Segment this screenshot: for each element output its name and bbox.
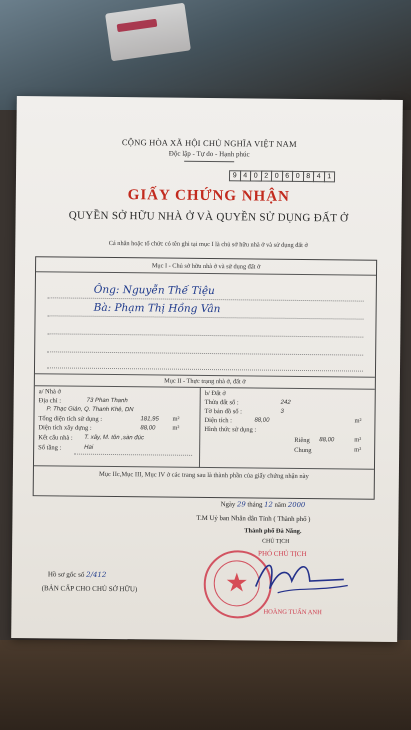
section2-title: Mục II - Thực trạng nhà ở, đất ở bbox=[164, 377, 246, 386]
serial-digit: 0 bbox=[292, 171, 304, 182]
role-stamp: PHÓ CHỦ TỊCH bbox=[258, 549, 307, 559]
house-structure-label: Kết cấu nhà : bbox=[38, 434, 73, 442]
date-month-prefix: tháng bbox=[247, 501, 263, 509]
signer-name: HOÀNG TUẤN ANH bbox=[263, 608, 322, 617]
serial-digit: 1 bbox=[323, 171, 335, 182]
serial-number bbox=[230, 170, 335, 182]
record-value: 2/412 bbox=[86, 570, 107, 579]
serial-digit: 9 bbox=[229, 170, 241, 181]
motto-underline bbox=[184, 161, 234, 163]
section-note-divider bbox=[34, 465, 374, 470]
background-table-top bbox=[0, 0, 411, 110]
house-total-area-unit: m² bbox=[172, 415, 180, 423]
issue-date bbox=[221, 500, 306, 509]
house-build-area-unit: m² bbox=[172, 424, 180, 432]
serial-digit: 2 bbox=[260, 171, 272, 182]
copy-note: (BẢN CẤP CHO CHỦ SỞ HỮU) bbox=[41, 584, 138, 594]
dotted-line bbox=[47, 333, 363, 337]
house-floors-label: Số tầng : bbox=[38, 444, 62, 452]
date-year-prefix: năm bbox=[274, 501, 287, 509]
land-parcel-label: Thửa đất số : bbox=[204, 398, 239, 407]
house-address-label: Địa chỉ : bbox=[38, 397, 62, 405]
record-number bbox=[48, 570, 107, 579]
date-day-prefix: Ngày bbox=[220, 501, 236, 509]
section1-divider bbox=[36, 271, 376, 276]
land-heading: b/ Đất ở bbox=[204, 389, 226, 398]
serial-digit: 8 bbox=[302, 171, 314, 182]
dotted-line bbox=[74, 454, 192, 456]
dotted-line bbox=[48, 315, 364, 319]
land-shared-unit: m² bbox=[354, 446, 362, 454]
dotted-line bbox=[47, 367, 363, 371]
date-month: 12 bbox=[264, 500, 273, 509]
star-icon: ★ bbox=[224, 568, 249, 598]
house-build-area-label: Diện tích xây dựng : bbox=[38, 424, 92, 432]
date-day: 29 bbox=[236, 500, 246, 509]
house-total-area-value: 181,95 bbox=[140, 416, 159, 423]
serial-digit: 6 bbox=[281, 171, 293, 182]
land-parcel-value: 242 bbox=[280, 399, 291, 406]
land-area-value: 88,00 bbox=[254, 417, 270, 424]
date-year: 2000 bbox=[287, 500, 306, 510]
house-structure-value: T. xây, M. tôn ,sàn đúc bbox=[84, 434, 145, 442]
owner-name-2: Bà: Phạm Thị Hồng Vân bbox=[93, 301, 221, 316]
land-shared-label: Chung bbox=[294, 446, 312, 455]
house-build-area-value: 88,00 bbox=[140, 425, 156, 432]
main-table bbox=[33, 256, 377, 500]
land-map-value: 3 bbox=[280, 408, 284, 415]
land-private-unit: m² bbox=[354, 436, 362, 444]
section-note: Mục IIc,Mục III, Mục IV ở các trang sau là thành phần của giấy chứng nhận này bbox=[98, 470, 309, 481]
background-table-bottom bbox=[0, 640, 411, 730]
house-address-value: 73 Phan Thanh bbox=[86, 397, 128, 405]
certificate-paper bbox=[11, 96, 403, 642]
serial-digit: 0 bbox=[250, 170, 262, 181]
land-form-label: Hình thức sử dụng : bbox=[204, 425, 257, 434]
house-total-area-label: Tổng diện tích sử dụng : bbox=[38, 415, 103, 423]
serial-digit: 4 bbox=[313, 171, 325, 182]
motto: Độc lập - Tự do - Hạnh phúc bbox=[168, 149, 250, 159]
intro-text: Cá nhân hoặc tổ chức có tên ghi tại mục I là chủ sở hữu nhà ở và sử dụng đất ở bbox=[108, 239, 308, 250]
country-header: CỘNG HÒA XÃ HỘI CHỦ NGHĨA VIỆT NAM bbox=[121, 137, 297, 149]
authority-name: T.M Uỷ ban Nhân dân Tỉnh ( Thành phố ) bbox=[196, 514, 311, 524]
record-label: Hồ sơ gốc số bbox=[47, 570, 85, 579]
section2-column-divider bbox=[199, 388, 201, 468]
serial-digit: 4 bbox=[239, 170, 251, 181]
authority-city: Thành phố Đà Nẵng. bbox=[244, 527, 302, 535]
land-private-label: Riêng bbox=[294, 436, 310, 445]
owner-name-1: Ông: Nguyễn Thế Tiệu bbox=[93, 283, 215, 298]
land-private-value: 88,00 bbox=[319, 437, 335, 444]
handwritten-signature bbox=[248, 550, 359, 601]
land-area-unit: m² bbox=[354, 417, 362, 425]
document-title: GIẤY CHỨNG NHẬN bbox=[127, 187, 291, 205]
land-area-label: Diện tích : bbox=[204, 416, 232, 425]
house-floors-value: Hai bbox=[84, 444, 94, 451]
house-heading: a/ Nhà ở bbox=[38, 388, 62, 396]
house-address-value-2: P. Thạc Gián, Q. Thanh Khê, DN bbox=[46, 406, 134, 414]
land-map-label: Tờ bản đồ số : bbox=[204, 407, 242, 416]
section1-title: Mục I - Chủ sở hữu nhà ở và sử dụng đất ở bbox=[151, 262, 261, 271]
dotted-line bbox=[47, 351, 363, 355]
authority-role: CHỦ TỊCH bbox=[262, 538, 290, 545]
document-subtitle: QUYỀN SỞ HỮU NHÀ Ở VÀ QUYỀN SỬ DỤNG ĐẤT Ở bbox=[68, 209, 349, 225]
serial-digit: 0 bbox=[271, 171, 283, 182]
